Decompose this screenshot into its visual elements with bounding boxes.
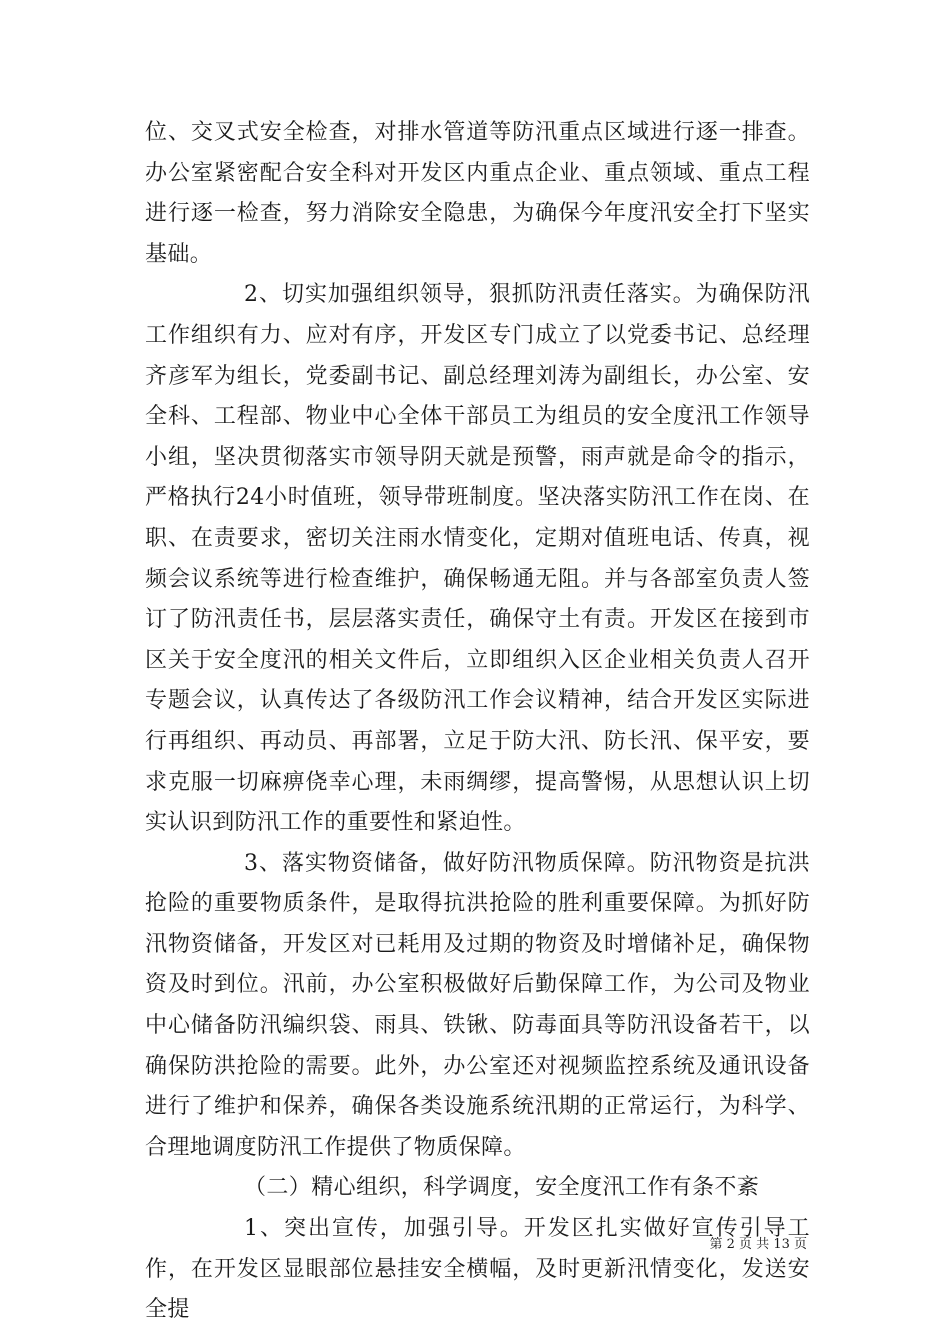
paragraph-item-3: 3、落实物资储备，做好防汛物质保障。防汛物资是抗洪抢险的重要物质条件，是取得抗洪抢险的胜利重要保障。为抓好防汛物资储备，开发区对已耗用及过期的物资及时增储补足，确保物资及时到位。汛前，办公室积极做好后勤保障工作，为公司及物业中心储备防汛编织袋、雨具、铁锹、防毒面具等防汛设备若干，以确保防洪抢险的需要。此外，办公室还对视频监控系统及通讯设备进行了维护和保养，确保各类设施系统汛期的正常运行，为科学、合理地调度防汛工作提供了物质保障。 [145,850,810,1160]
paragraph-continued: 位、交叉式安全检查，对排水管道等防汛重点区域进行逐一排查。办公室紧密配合安全科对开发区内重点企业、重点领域、重点工程进行逐一检查，努力消除安全隐患，为确保今年度汛安全打下坚实基础。 [145,120,810,267]
paragraph-item-1: 1、突出宣传，加强引导。开发区扎实做好宣传引导工作，在开发区显眼部位悬挂安全横幅，及时更新汛情变化，发送安全提 [145,1216,810,1323]
section-heading: （二）精心组织，科学调度，安全度汛工作有条不紊 [244,1175,760,1201]
document-body [145,113,810,1331]
paragraph-item-2: 2、切实加强组织领导，狠抓防汛责任落实。为确保防汛工作组织有力、应对有序，开发区专门成立了以党委书记、总经理齐彦军为组长，党委副书记、副总经理刘涛为副组长，办公室、安全科、工程部、物业中心全体干部员工为组员的安全度汛工作领导小组，坚决贯彻落实市领导阴天就是预警，雨声就是命令的指示，严格执行24小时值班，领导带班制度。坚决落实防汛工作在岗、在职、在责要求，密切关注雨水情变化，定期对值班电话、传真，视频会议系统等进行检查维护，确保畅通无阻。并与各部室负责人签订了防汛责任书，层层落实责任，确保守土有责。开发区在接到市区关于安全度汛的相关文件后，立即组织入区企业相关负责人召开专题会议，认真传达了各级防汛工作会议精神，结合开发区实际进行再组织、再动员、再部署，立足于防大汛、防长汛、保平安，要求克服一切麻痹侥幸心理，未雨绸缪，提高警惕，从思想认识上切实认识到防汛工作的重要性和紧迫性。 [145,282,810,836]
page-number-footer: 第 2 页 共 13 页 [709,1237,807,1252]
